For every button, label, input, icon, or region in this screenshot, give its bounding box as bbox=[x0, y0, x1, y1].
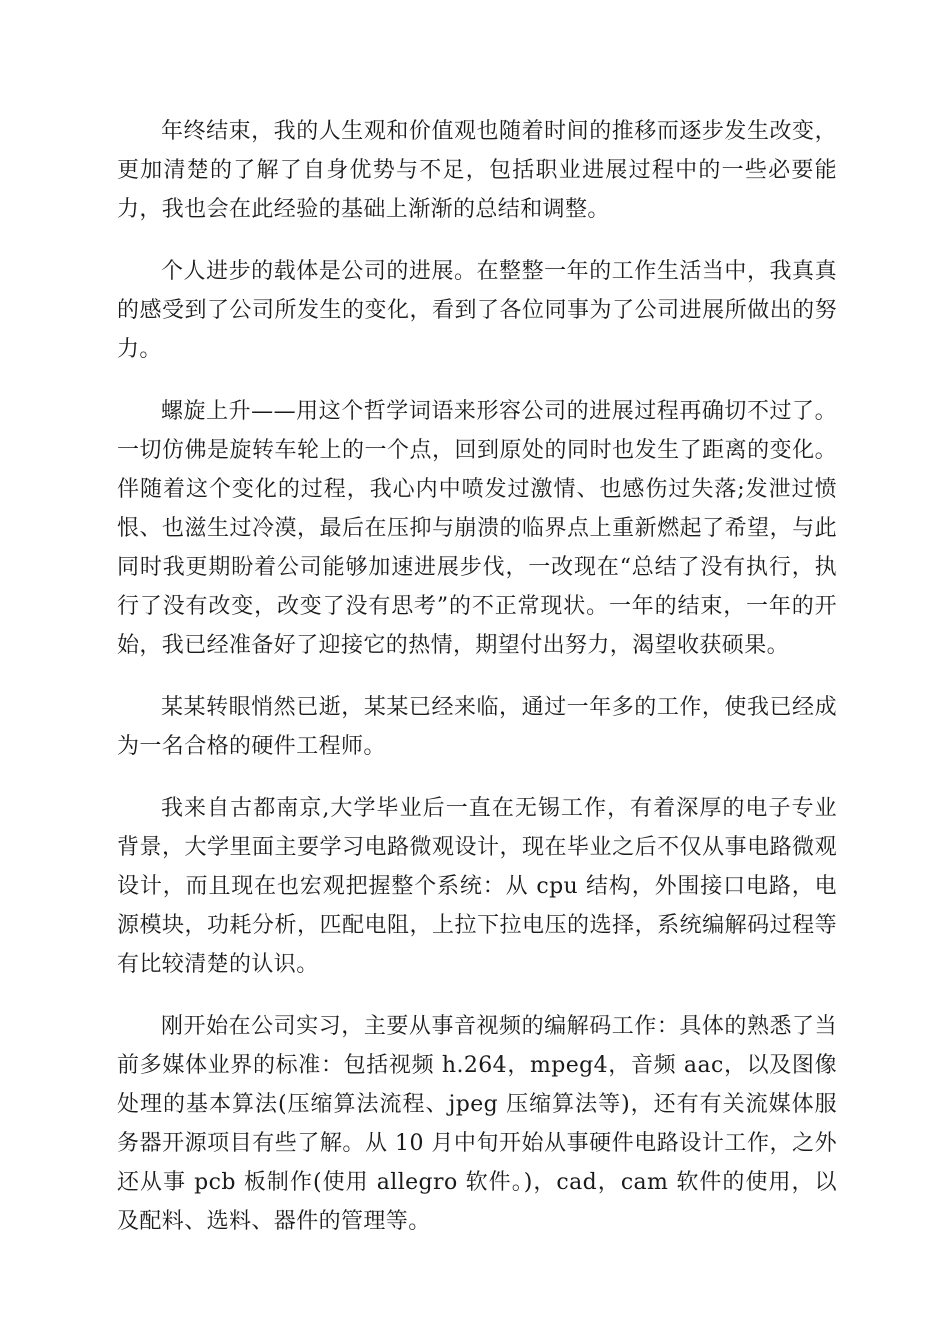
document-body bbox=[117, 112, 837, 1264]
paragraph-year-end-reflection: 年终结束，我的人生观和价值观也随着时间的推移而逐步发生改变，更加清楚的了解了自身优势与不足，包括职业进展过程中的一些必要能力，我也会在此经验的基础上渐渐的总结和调整。 bbox=[117, 119, 837, 222]
paragraph-work-experience: 刚开始在公司实习，主要从事音视频的编解码工作：具体的熟悉了当前多媒体业界的标准：包括视频 h.264，mpeg4，音频 aac，以及图像处理的基本算法(压缩算法流程、jpeg 压缩算法等)，还有有关流媒体服务器开源项目有些了解。从 10 月中旬开始从事硬件电路设计工作，之外还从事 pcb 板制作(使用 allegro 软件。)，cad，cam 软件的使用，以及配料、选料、器件的管理等。 bbox=[117, 1014, 837, 1234]
paragraph-company-progress: 个人进步的载体是公司的进展。在整整一年的工作生活当中，我真真的感受到了公司所发生的变化，看到了各位同事为了公司进展所做出的努力。 bbox=[117, 259, 837, 362]
paragraph-spiral-ascent: 螺旋上升——用这个哲学词语来形容公司的进展过程再确切不过了。一切仿佛是旋转车轮上的一个点，回到原处的同时也发生了距离的变化。伴随着这个变化的过程，我心内中喷发过激情、也感伤过失落;发泄过愤恨、也滋生过冷漠，最后在压抑与崩溃的临界点上重新燃起了希望，与此同时我更期盼着公司能够加速进展步伐，一改现在“总结了没有执行，执行了没有改变，改变了没有思考”的不正常现状。一年的结束，一年的开始，我已经准备好了迎接它的热情，期望付出努力，渴望收获硕果。 bbox=[117, 399, 837, 658]
paragraph-background: 我来自古都南京,大学毕业后一直在无锡工作，有着深厚的电子专业背景，大学里面主要学习电路微观设计，现在毕业之后不仅从事电路微观设计，而且现在也宏观把握整个系统：从 cpu 结构，外围接口电路，电源模块，功耗分析，匹配电阻，上拉下拉电压的选择，系统编解码过程等有比较清楚的认识。 bbox=[117, 796, 837, 977]
paragraph-hardware-engineer: 某某转眼悄然已逝，某某已经来临，通过一年多的工作，使我已经成为一名合格的硬件工程师。 bbox=[117, 695, 837, 759]
